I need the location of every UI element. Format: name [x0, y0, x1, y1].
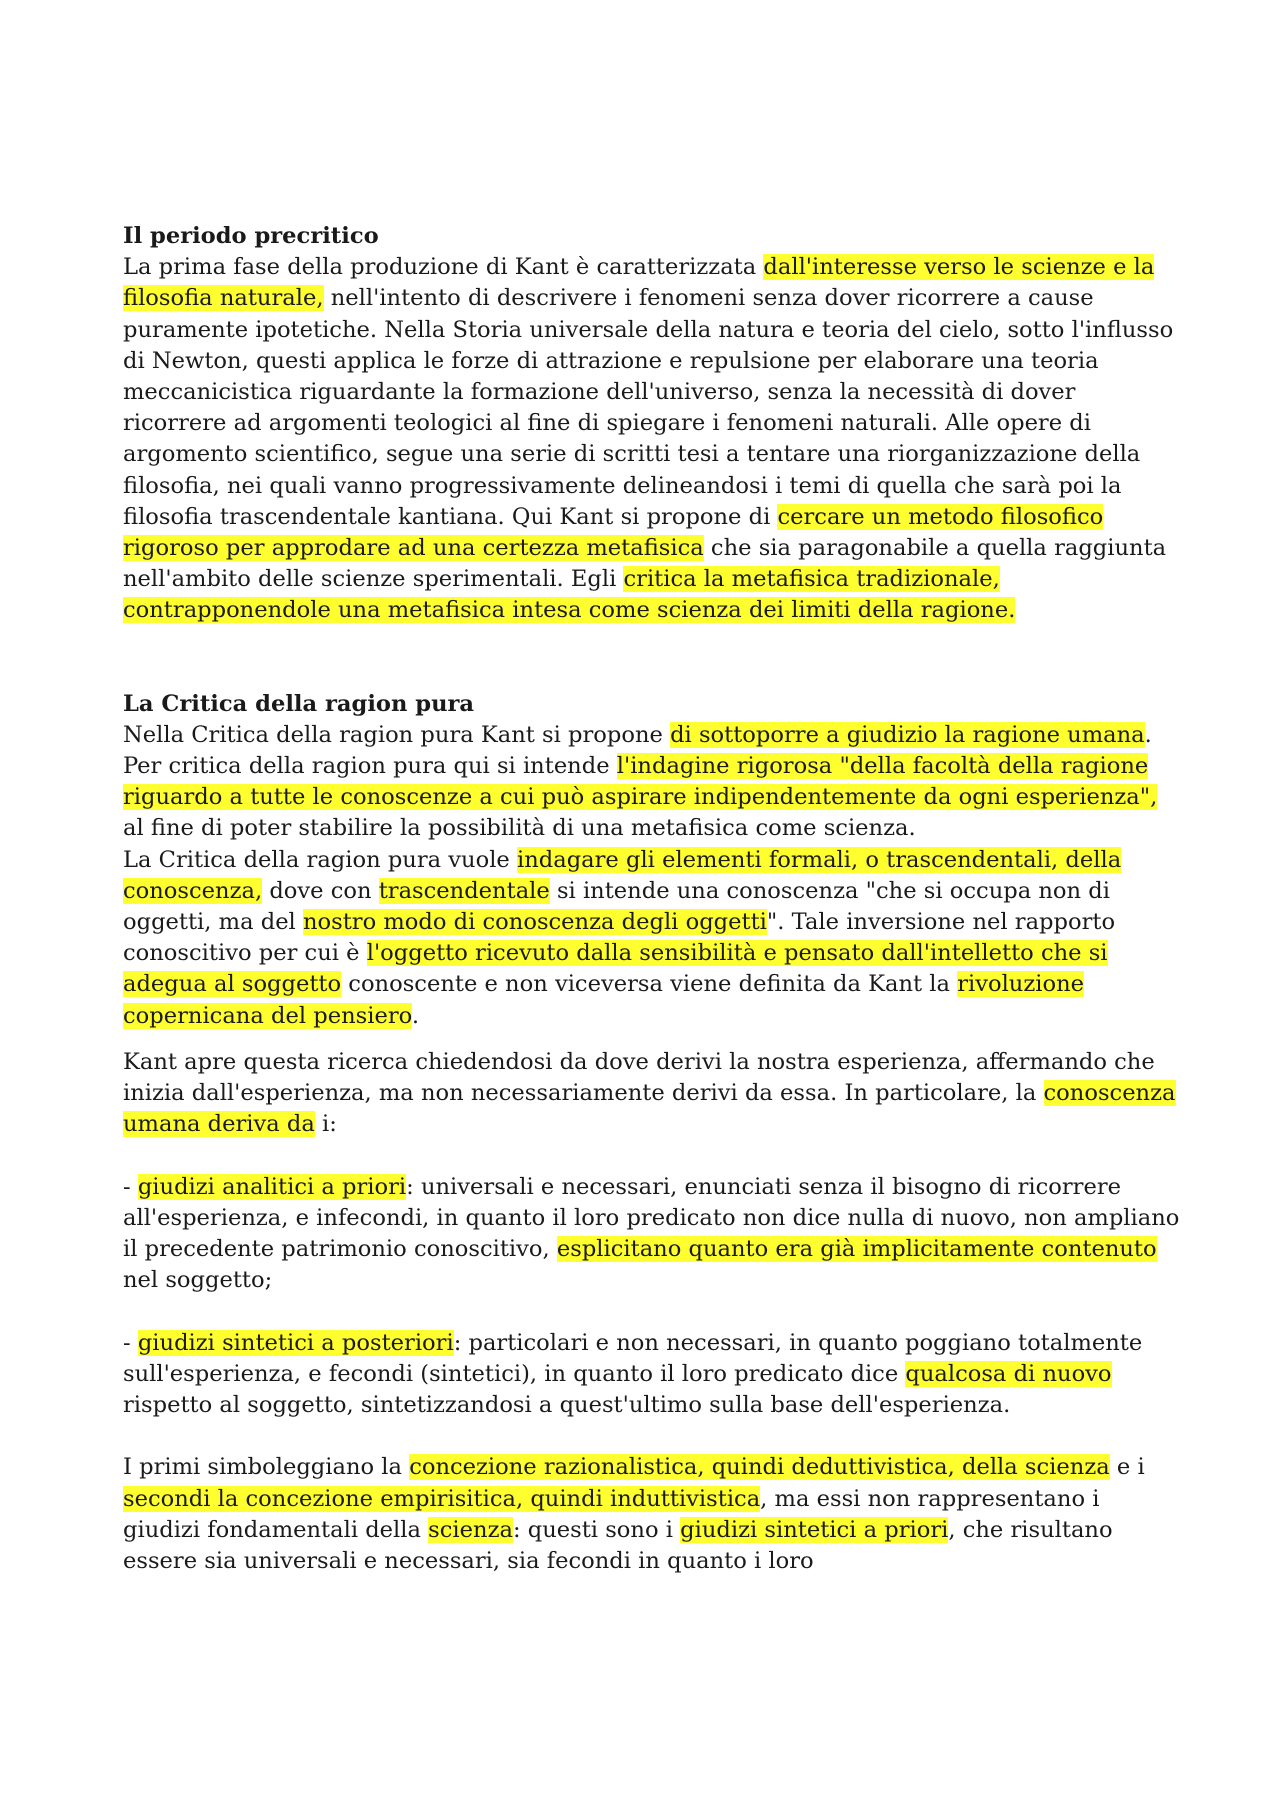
- highlighted-text: qualcosa di nuovo: [905, 1360, 1112, 1387]
- highlighted-text: trascendentale: [378, 877, 550, 904]
- highlighted-text: conoscenza umana deriva da: [123, 1080, 1176, 1138]
- text-run: , che risultano essere sia universali e necessari, sia fecondi in quanto i loro: [123, 1516, 1113, 1575]
- paragraph: [123, 252, 1183, 626]
- spacer: [123, 1296, 1183, 1327]
- section-heading-critica-ragion-pura: La Critica della ragion pura: [123, 690, 475, 717]
- text-run: : universali e necessari, enunciati senza il bisogno di ricorrere all'esperienza, e infecondi, in quanto il loro predicato non dice nulla di nuovo, non ampliano il precedente patrimonio conoscitivo,: [123, 1173, 1180, 1263]
- text-run: I primi simboleggiano la: [123, 1454, 410, 1481]
- text-run: i:: [314, 1111, 337, 1138]
- spacer: [123, 1140, 1183, 1171]
- text-run: dove con: [262, 877, 379, 904]
- highlighted-text: l'oggetto ricevuto dalla sensibilità e pensato dall'intelletto che si adegua al soggetto: [123, 940, 1108, 998]
- highlighted-text: l'indagine rigorosa "della facoltà della ragione riguardo a tutte le conoscenze a cui può aspirare indipendentemente da ogni esperienza",: [123, 753, 1158, 811]
- highlighted-text: dall'interesse verso le scienze e la filosofia naturale,: [123, 254, 1155, 312]
- paragraph: [123, 845, 1183, 1032]
- highlighted-text: secondi la concezione empirisitica, quindi induttivistica: [123, 1485, 761, 1512]
- text-run: La prima fase della produzione di Kant è caratterizzata: [123, 254, 764, 281]
- highlighted-text: giudizi analitici a priori: [137, 1173, 407, 1200]
- text-run: : questi sono i: [512, 1516, 681, 1543]
- text-run: -: [123, 1173, 138, 1200]
- text-run: -: [123, 1329, 138, 1356]
- document-body: [123, 221, 1183, 1577]
- text-run: .: [411, 1002, 420, 1029]
- highlighted-text: rivoluzione copernicana del pensiero: [123, 971, 1085, 1029]
- text-run: . Per critica della ragion pura qui si intende: [123, 721, 1152, 780]
- spacer: [123, 1421, 1183, 1452]
- list-item: [123, 1172, 1183, 1297]
- text-run: Kant apre questa ricerca chiedendosi da dove derivi la nostra esperienza, affermando che inizia dall'esperienza, ma non necessariamente derivi da essa. In particolare, la: [123, 1048, 1155, 1107]
- highlighted-text: concezione razionalistica, quindi deduttivistica, della scienza: [409, 1454, 1110, 1481]
- highlighted-text: di sottoporre a giudizio la ragione umana: [670, 721, 1145, 748]
- text-run: che sia paragonabile a quella raggiunta nell'ambito delle scienze sperimentali. Egli: [123, 535, 1167, 593]
- text-run: nel soggetto;: [123, 1267, 273, 1294]
- highlighted-text: nostro modo di conoscenza degli oggetti: [302, 909, 767, 936]
- paragraph: [123, 1047, 1183, 1141]
- highlighted-text: critica la metafisica tradizionale, contrapponendole una metafisica intesa come scienza dei limiti della ragione.: [123, 566, 1016, 624]
- section-heading-precritico: Il periodo precritico: [123, 223, 379, 249]
- highlighted-text: giudizi sintetici a posteriori: [137, 1329, 454, 1356]
- spacer: [123, 1032, 1183, 1047]
- text-run: La Critica della ragion pura vuole: [123, 846, 517, 873]
- list-item: [123, 1328, 1183, 1422]
- highlighted-text: cercare un metodo filosofico rigoroso per approdare ad una certezza metafisica: [123, 503, 1104, 562]
- text-run: al fine di poter stabilire la possibilità di una metafisica come scienza.: [123, 815, 916, 842]
- text-run: conoscente e non viceversa viene definita da Kant la: [341, 971, 958, 998]
- highlighted-text: giudizi sintetici a priori: [680, 1516, 949, 1543]
- highlighted-text: indagare gli elementi formali, o trascendentali, della conoscenza,: [123, 846, 1122, 904]
- text-run: : particolari e non necessari, in quanto poggiano totalmente sull'esperienza, e fecondi (sintetici), in quanto il loro predicato dice: [123, 1329, 1143, 1387]
- text-run: Nella Critica della ragion pura Kant si propone: [123, 721, 671, 748]
- paragraph: [123, 1452, 1183, 1577]
- text-run: e i: [1109, 1454, 1145, 1481]
- highlighted-text: scienza: [428, 1516, 513, 1543]
- text-run: , ma essi non rappresentano i giudizi fondamentali della: [123, 1485, 1100, 1543]
- text-run: si intende una conoscenza "che si occupa non di oggetti, ma del: [123, 877, 1110, 936]
- text-run: nell'intento di descrivere i fenomeni senza dover ricorrere a cause puramente ipotetiche. Nella Storia universale della natura e teoria del cielo, sotto l'influsso di Newton, questi applica le forze di attrazione e repulsione per elaborare una teoria meccanicistica riguardante la formazione dell'universo, senza la necessità di dover ricorrere ad argomenti teologici al fine di spiegare i fenomeni naturali. Alle opere di argomento scientifico, segue una serie di scritti tesi a tentare una riorganizzazione della filosofia, nei quali vanno progressivamente delineandosi i temi di quella che sarà poi la filosofia trascendentale kantiana. Qui Kant si propone di: [123, 285, 1174, 530]
- text-run: ". Tale inversione nel rapporto conoscitivo per cui è: [123, 909, 1116, 967]
- highlighted-text: esplicitano quanto era già implicitamente contenuto: [556, 1236, 1157, 1263]
- paragraph: [123, 720, 1183, 845]
- text-run: rispetto al soggetto, sintetizzandosi a quest'ultimo sulla base dell'esperienza.: [123, 1392, 1011, 1419]
